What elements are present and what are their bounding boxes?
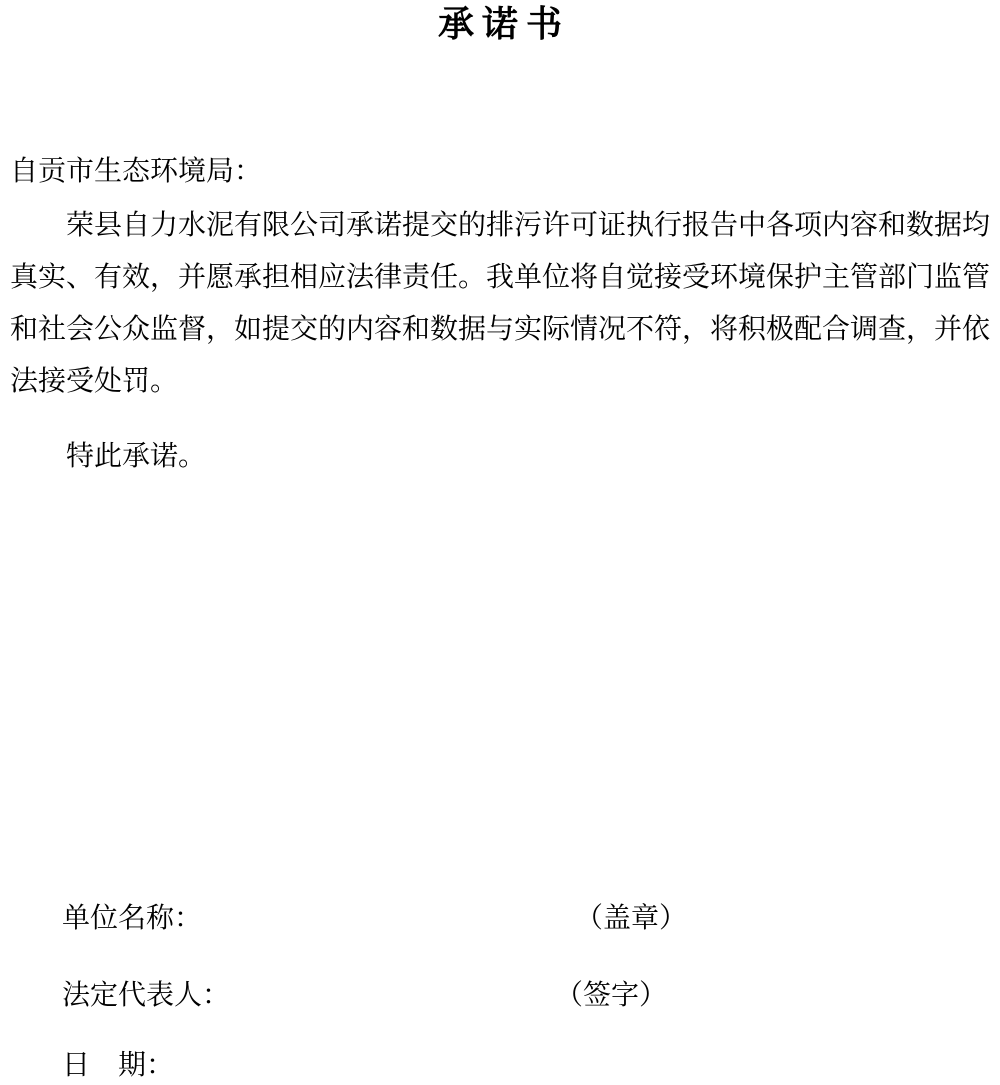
seal-note: （盖章） [575,903,688,934]
closing-statement: 特此承诺。 [66,441,207,472]
date-row [0,1040,1000,1085]
commitment-paragraph: 荣县自力水泥有限公司承诺提交的排污许可证执行报告中各项内容和数据均真实、有效，并愿承担相应法律责任。我单位将自觉接受环境保护主管部门监管和社会公众监督，如提交的内容和数据与实际情况不符，将积极配合调查，并依法接受处罚。 [10,210,991,397]
signature-note: （签字） [555,980,668,1011]
unit-name-row [0,893,1000,945]
document-title: 承诺书 [437,3,570,44]
salutation-line: 自贡市生态环境局： [10,156,263,187]
legal-representative-label: 法定代表人： [62,980,231,1011]
legal-representative-row [0,970,1000,1022]
date-label: 日 期： [62,1050,175,1081]
unit-name-label: 单位名称： [62,903,203,934]
